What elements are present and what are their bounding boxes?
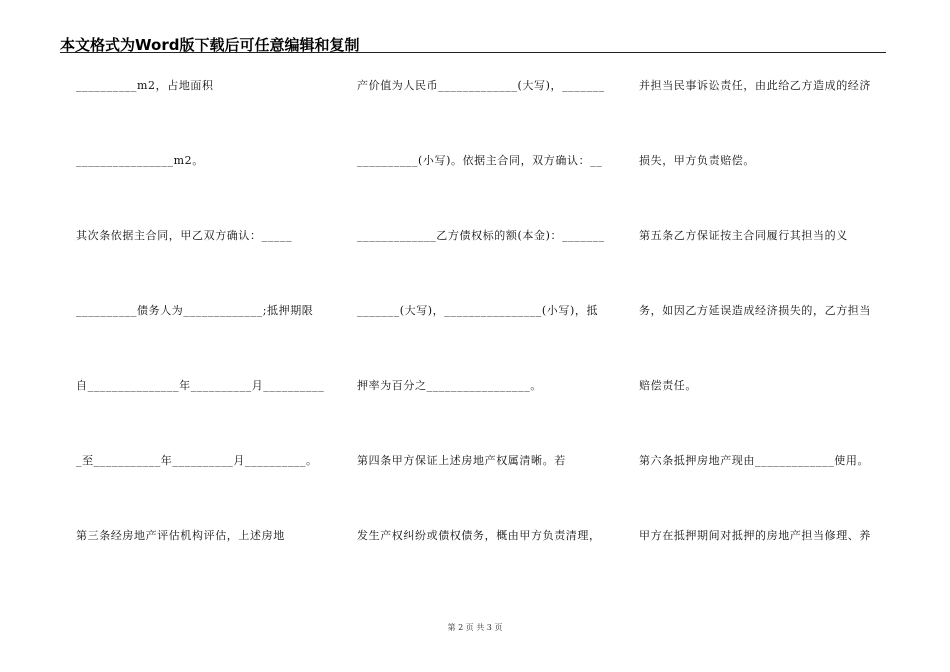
document-header-title: 本文格式为Word版下载后可任意编辑和复制 [60,36,360,54]
text-line: _____________乙方债权标的额(本金)：_______ [357,229,605,242]
text-line: 其次条依据主合同，甲乙双方确认：_____ [76,229,293,242]
text-line: 第六条抵押房地产现由_____________使用。 [639,454,870,467]
text-column-3 [639,0,894,600]
text-line: 并担当民事诉讼责任，由此给乙方造成的经济 [639,79,871,92]
text-column-1 [76,0,326,600]
text-line: 发生产权纠纷或债权债务，概由甲方负责清理， [357,529,601,542]
text-line: 第四条甲方保证上述房地产权属清晰。若 [357,454,566,467]
text-line: 第三条经房地产评估机构评估，上述房地 [76,529,285,542]
text-line: 赔偿责任。 [639,379,697,392]
text-line: __________债务人为_____________;抵押期限 [76,304,314,317]
text-line: 押率为百分之_________________。 [357,379,542,392]
text-line: __________(小写)。依据主合同，双方确认：__ [357,154,603,167]
text-line: 损失，甲方负责赔偿。 [639,154,755,167]
page-number-footer: 第 2 页 共 3 页 [447,623,503,632]
text-column-2 [357,0,609,600]
text-line: __________m2，占地面积 [76,79,214,92]
text-line: 第五条乙方保证按主合同履行其担当的义 [639,229,848,242]
text-line: _______(大写)，________________(小写)，抵 [357,304,599,317]
text-line: 产价值为人民币_____________(大写)，_______ [357,79,605,92]
text-line: ________________m2。 [76,154,204,167]
text-line: 自_______________年__________月__________ [76,379,325,392]
text-line: 务，如因乙方延误造成经济损失的，乙方担当 [639,304,871,317]
text-line: 甲方在抵押期间对抵押的房地产担当修理、养 [639,529,871,542]
text-line: _至___________年__________月__________。 [76,454,318,467]
